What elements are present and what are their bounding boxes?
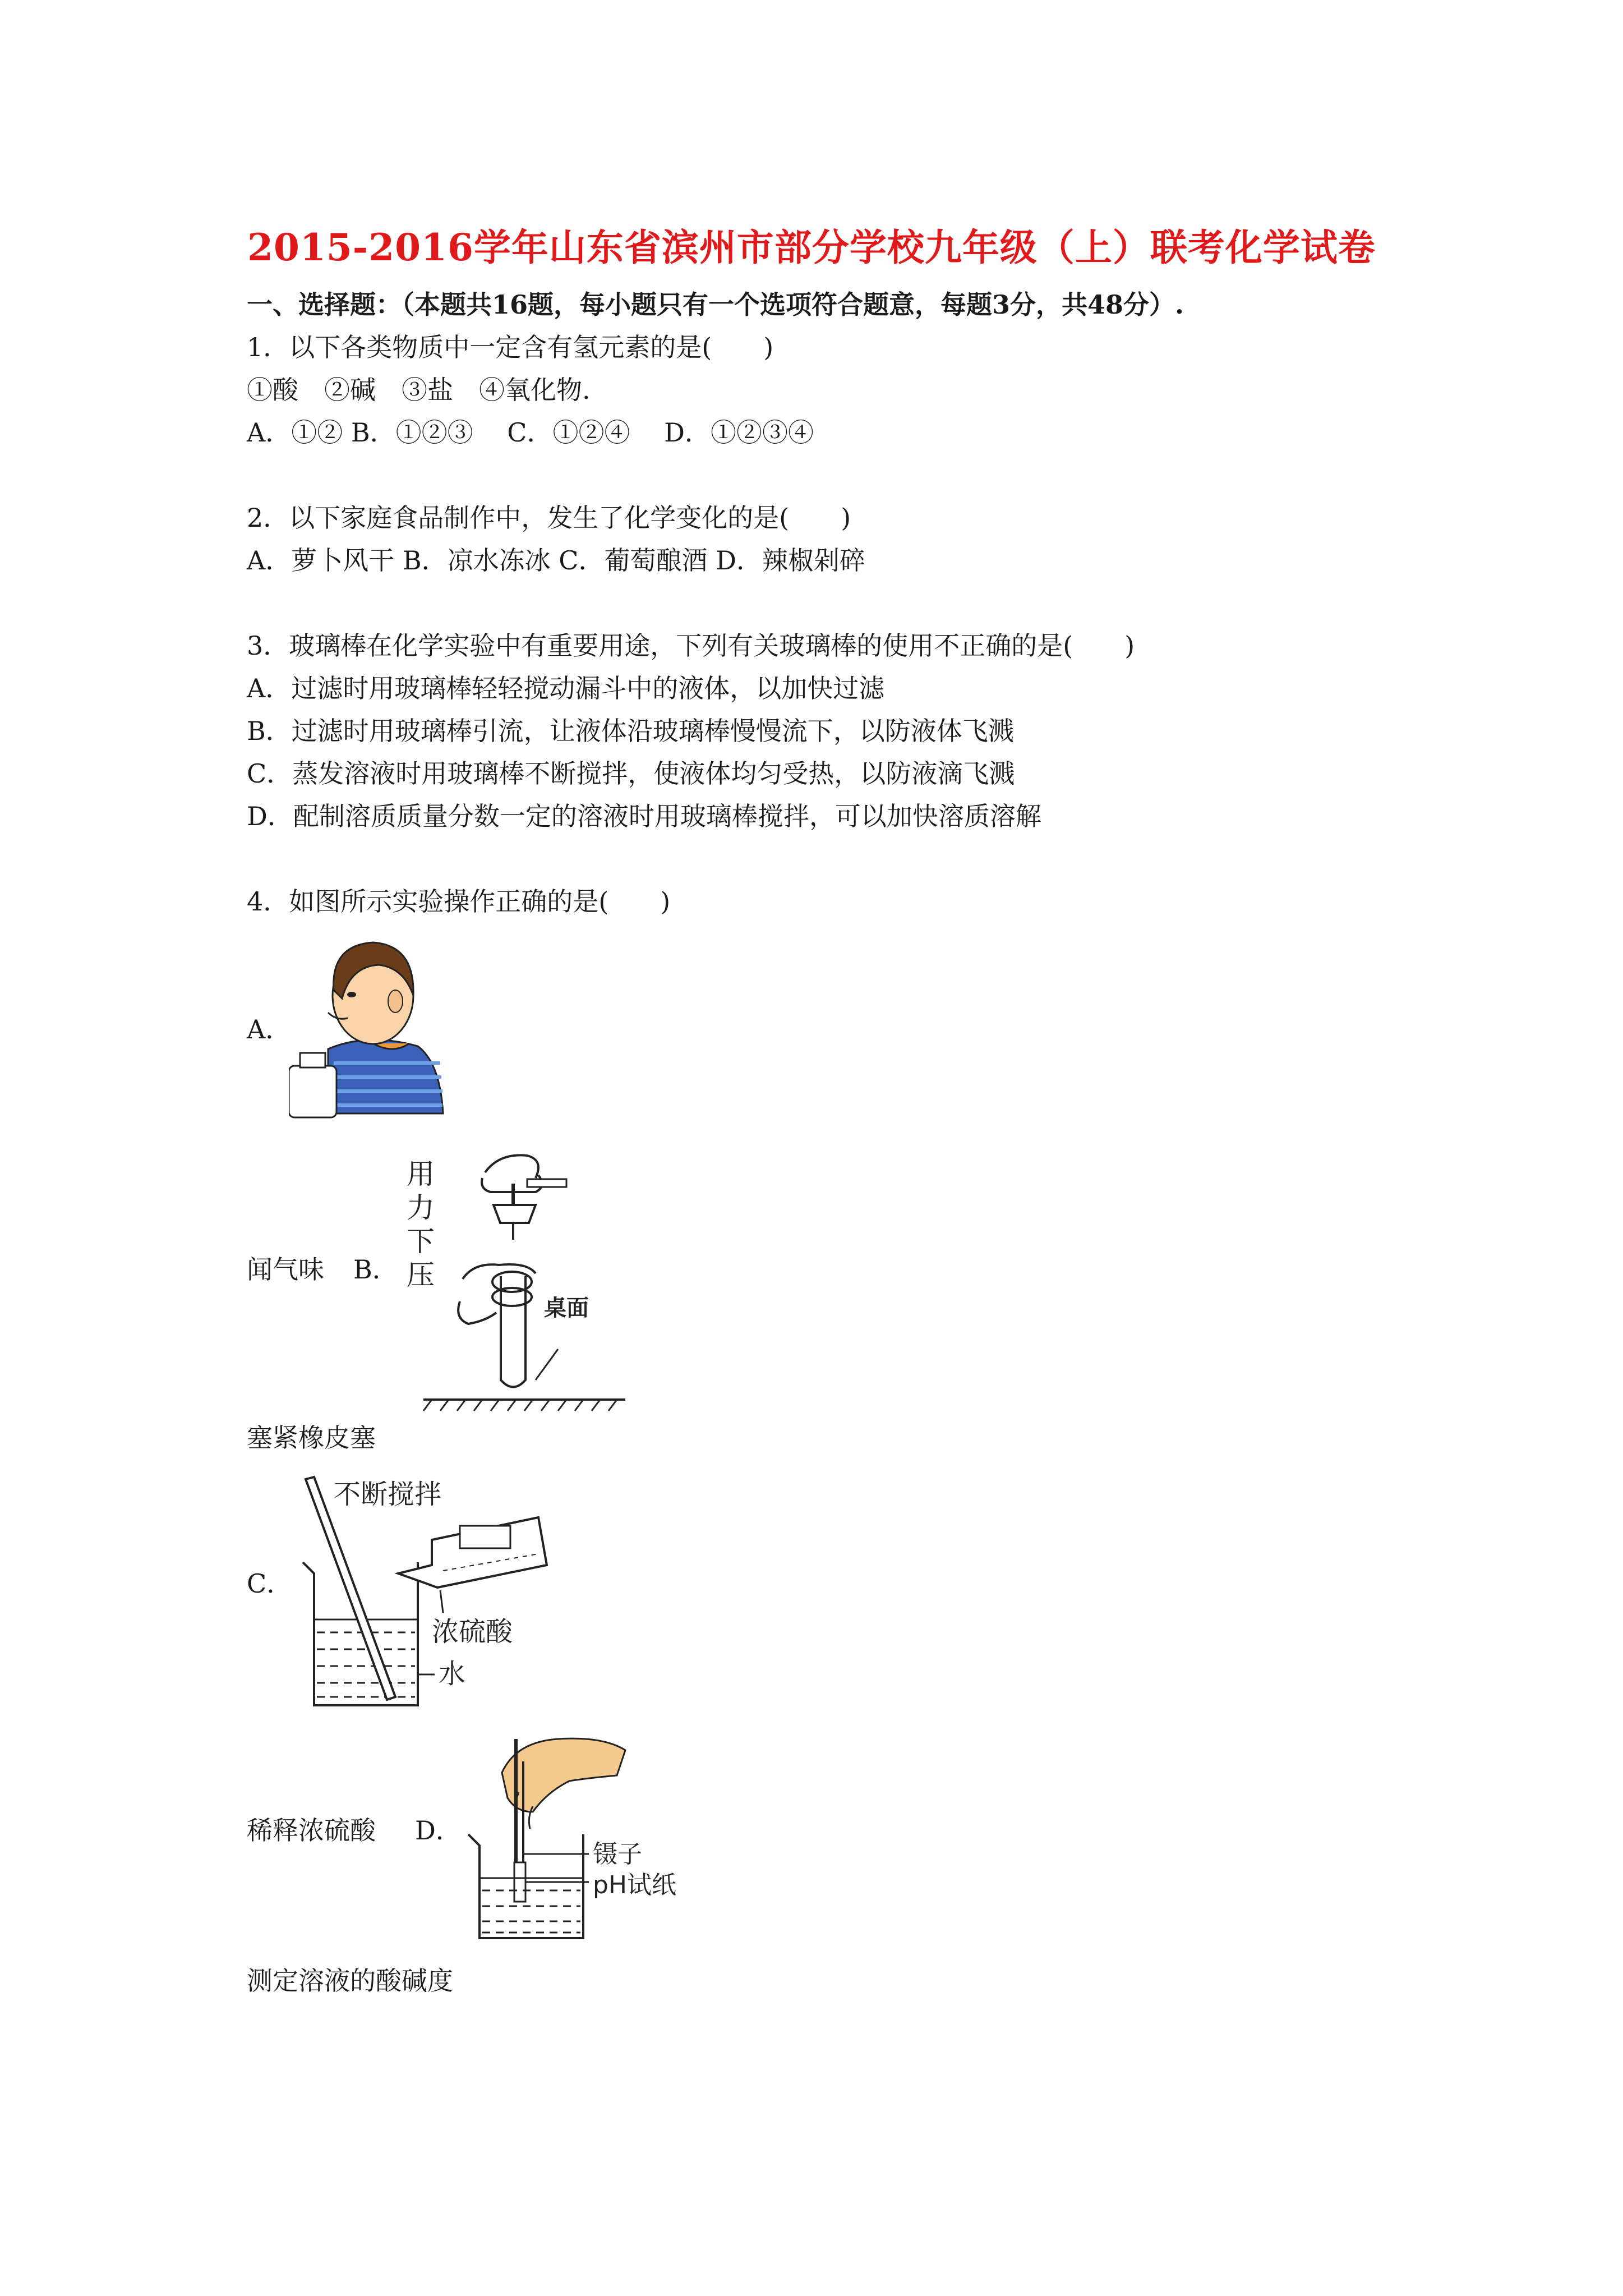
ph-test-figure bbox=[463, 1728, 704, 1947]
q4-option-b-caption: 塞紧橡皮塞 bbox=[247, 1423, 376, 1453]
stopper-figure bbox=[401, 1144, 637, 1414]
label-tweezers: 镊子 bbox=[593, 1840, 642, 1869]
q2-options: A．萝卜风干 B．凉水冻冰 C．葡萄酿酒 D．辣椒剁碎 bbox=[247, 545, 865, 576]
label-force-3: 下 bbox=[407, 1225, 435, 1258]
q1-items: ①酸 ②碱 ③盐 ④氧化物. bbox=[247, 375, 591, 405]
q1-stem: 1．以下各类物质中一定含有氢元素的是( ) bbox=[247, 332, 774, 362]
label-table-surface: 桌面 bbox=[544, 1295, 589, 1321]
dilution-figure bbox=[292, 1473, 572, 1719]
q4-option-d-caption: 测定溶液的酸碱度 bbox=[247, 1966, 453, 1996]
q3-option-d: D．配制溶质质量分数一定的溶液时用玻璃棒搅拌，可以加快溶质溶解 bbox=[247, 801, 1041, 831]
exam-title: 2015-2016学年山东省滨州市部分学校九年级（上）联考化学试卷 bbox=[247, 226, 1376, 269]
q4-option-c-label: C． bbox=[247, 1568, 293, 1599]
q3-option-a: A．过滤时用玻璃棒轻轻搅动漏斗中的液体，以加快过滤 bbox=[247, 673, 885, 703]
q4-option-d-label: D． bbox=[415, 1815, 462, 1846]
label-force-1: 用 bbox=[407, 1158, 435, 1190]
q1-options: A．①② B．①②③ C．①②④ D．①②③④ bbox=[247, 417, 814, 448]
label-force-4: 压 bbox=[407, 1259, 435, 1291]
q2-stem: 2．以下家庭食品制作中，发生了化学变化的是( ) bbox=[247, 503, 851, 533]
q3-option-b: B．过滤时用玻璃棒引流，让液体沿玻璃棒慢慢流下，以防液体飞溅 bbox=[247, 716, 1014, 746]
label-water: 水 bbox=[439, 1658, 466, 1690]
section-heading: 一、选择题：（本题共16题，每小题只有一个选项符合题意，每题3分，共48分）. bbox=[247, 289, 1184, 320]
label-keep-stirring: 不断搅拌 bbox=[334, 1479, 442, 1510]
q3-stem: 3．玻璃棒在化学实验中有重要用途，下列有关玻璃棒的使用不正确的是( ) bbox=[247, 631, 1135, 661]
q4-option-c-caption: 稀释浓硫酸 bbox=[247, 1815, 376, 1846]
label-ph-paper: pH试纸 bbox=[593, 1871, 677, 1899]
q4-option-a-label: A． bbox=[247, 1014, 292, 1045]
q4-option-b-label: B． bbox=[353, 1254, 398, 1285]
label-force-2: 力 bbox=[407, 1191, 435, 1224]
q4-option-a-caption: 闻气味 bbox=[247, 1254, 324, 1285]
label-concentrated-sulfuric-acid: 浓硫酸 bbox=[432, 1616, 513, 1648]
q4-stem: 4．如图所示实验操作正确的是( ) bbox=[247, 886, 671, 917]
smelling-figure bbox=[289, 928, 446, 1119]
q3-option-c: C．蒸发溶液时用玻璃棒不断搅拌，使液体均匀受热，以防液滴飞溅 bbox=[247, 758, 1015, 789]
